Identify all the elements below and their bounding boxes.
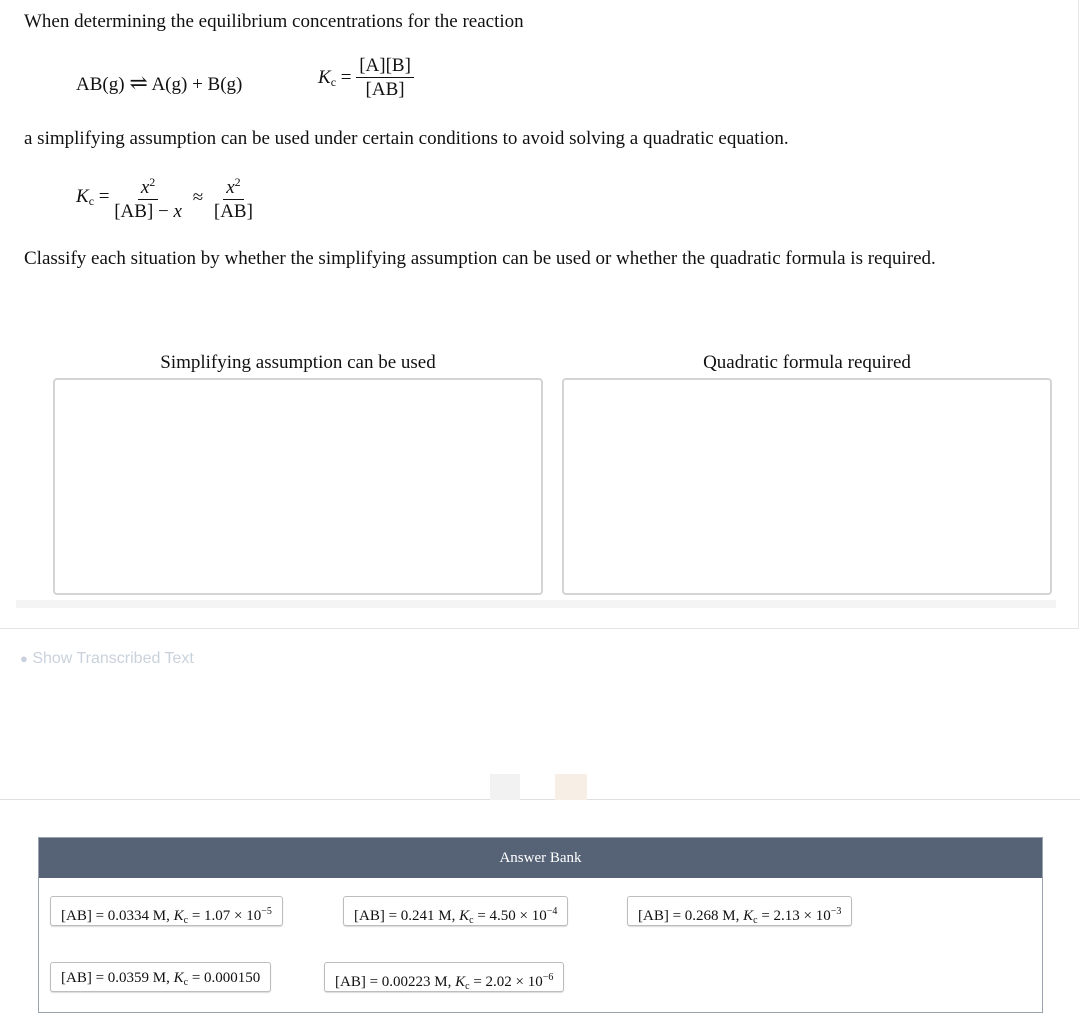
approx-expression (76, 172, 253, 223)
kc-subscript: c (330, 75, 337, 89)
chip-value: = 4.50 × 10 (473, 908, 547, 924)
exponent: 2 (234, 175, 241, 189)
chip-exponent: −5 (261, 906, 272, 917)
answer-chip[interactable] (50, 896, 283, 926)
equals-sign: = (98, 186, 110, 207)
kc-fraction (356, 56, 414, 101)
chip-exponent: −3 (830, 906, 842, 917)
reactant: AB(g) (76, 74, 125, 95)
x-variable: x (140, 177, 150, 198)
divider (1078, 0, 1079, 629)
chip-exponent: −4 (546, 906, 558, 917)
bin-title-quadratic: Quadratic formula required (703, 352, 911, 373)
chip-concentration: [AB] = 0.0334 M, (61, 908, 174, 924)
chip-k-sub: c (183, 915, 189, 926)
chip-k: K (173, 970, 184, 986)
eye-icon: ●︎ (20, 651, 28, 666)
exponent: 2 (149, 175, 156, 189)
answer-chip[interactable] (50, 962, 271, 992)
divider (16, 600, 1056, 608)
chip-k-sub: c (753, 915, 758, 926)
chip-exponent: −6 (542, 972, 554, 983)
chip-k-sub: c (469, 915, 474, 926)
simplified-denominator: [AB] (213, 201, 253, 222)
faded-control (490, 774, 520, 800)
chip-concentration: [AB] = 0.0359 M, (61, 970, 174, 986)
kc-numerator: [A][B] (356, 56, 414, 78)
chip-k: K (459, 908, 470, 924)
chip-k: K (173, 908, 184, 924)
kc-denominator: [AB] (365, 79, 405, 100)
show-transcript-label: Show Transcribed Text (32, 650, 194, 667)
chip-k-sub: c (183, 977, 189, 988)
chip-value: = 2.13 × 10 (757, 908, 831, 924)
chip-concentration: [AB] = 0.241 M, (354, 908, 460, 924)
answer-chip[interactable] (343, 896, 568, 926)
kc-subscript: c (88, 194, 95, 208)
show-transcript-link[interactable] (20, 650, 194, 668)
bin-title-simplifying: Simplifying assumption can be used (160, 352, 436, 373)
chip-value: = 1.07 × 10 (188, 908, 262, 924)
answer-bank-title: Answer Bank (499, 850, 582, 866)
chip-value: = 2.02 × 10 (469, 974, 543, 990)
answer-chip[interactable] (627, 896, 852, 926)
denominator-text: [AB] − (114, 201, 174, 222)
chip-concentration: [AB] = 0.00223 M, (335, 974, 456, 990)
drop-zone-quadratic[interactable] (562, 378, 1052, 595)
equilibrium-arrow: ⇌ (129, 70, 148, 95)
kc-symbol: K (76, 186, 89, 207)
instruction-text: Classify each situation by whether the simplifying assumption can be used or whether the quadratic formula is required. (24, 248, 936, 269)
approx-sign: ≈ (192, 186, 204, 208)
chip-k: K (455, 974, 466, 990)
divider (0, 799, 1080, 800)
divider (0, 628, 1078, 629)
x-variable: x (226, 177, 235, 198)
chip-k-sub: c (465, 981, 470, 992)
products: A(g) + B(g) (151, 74, 243, 95)
equals-sign: = (340, 67, 352, 88)
drop-zone-simplifying[interactable] (53, 378, 543, 595)
simplified-fraction (214, 172, 253, 223)
reaction-equation (76, 70, 242, 96)
faded-control (555, 774, 587, 800)
chip-k: K (743, 908, 754, 924)
chip-concentration: [AB] = 0.268 M, (638, 908, 744, 924)
chip-value: = 0.000150 (188, 970, 261, 986)
kc-expression (318, 56, 414, 101)
answer-bank-header (39, 838, 1042, 878)
answer-chip[interactable] (324, 962, 564, 992)
kc-symbol: K (318, 67, 331, 88)
question-intro: When determining the equilibrium concentrations for the reaction (24, 11, 524, 32)
x-variable: x (173, 201, 182, 222)
assumption-text: a simplifying assumption can be used under certain conditions to avoid solving a quadratic equation. (24, 128, 789, 149)
full-fraction (114, 172, 182, 223)
